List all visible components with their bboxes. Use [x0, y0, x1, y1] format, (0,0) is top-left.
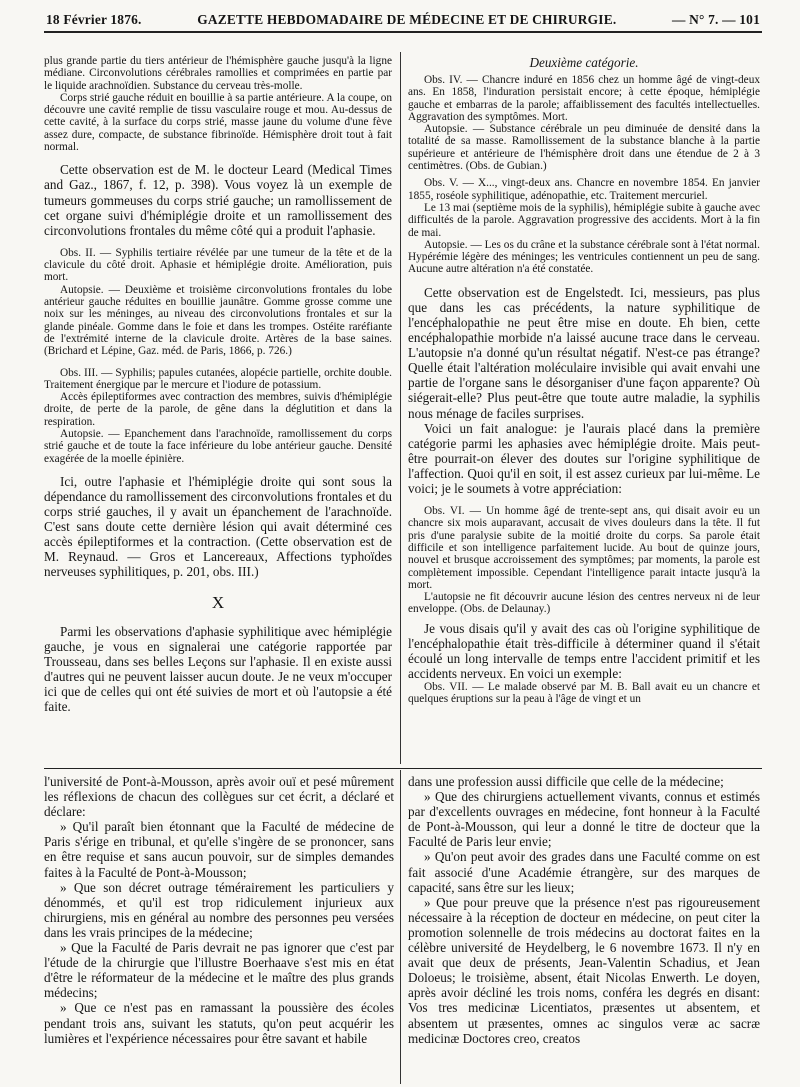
paragraph: » Que son décret outrage témérairement les particuliers y dénommés, et qu'il est trop ridiculement injurieux aux chirurgiens, mis en général au nombre des personnes peu versées dans les vrais principes de la médecine; [44, 879, 394, 940]
header-journal-title: GAZETTE HEBDOMADAIRE DE MÉDECINE ET DE CHIRURGIE. [197, 12, 617, 27]
paragraph: » Qu'il paraît bien étonnant que la Faculté de médecine de Paris s'érige en tribunal, et qu'elle s'ingère de se prononcer, sans en être requise et sans aucun pouvoir, sur de simples demandes faites à la Faculté de Pont-à-Mousson; [44, 819, 394, 880]
header-date: 18 Février 1876. [46, 12, 142, 27]
observation-5: Obs. V. — X..., vingt-deux ans. Chancre en novembre 1854. En janvier 1855, roséole syphilitique, adénopathie, etc. Traitement mercuriel. [408, 177, 760, 202]
column-separator-top [400, 52, 401, 764]
paragraph: » Que pour preuve que la présence n'est pas rigoureusement nécessaire à la réception de docteur en médecine, on peut citer la promotion solennelle de trois médecins au doctorat faites en la célèbre université de Heydelberg, le 6 novembre 1673. Il n'y en avait que deux de présents, Jean-Valentin Schadius, et Jean Doloeus; le troisième, absent, était Nicolas Enwerth. Le doyen, après avoir décliné les trois noms, conféra les degrés en disant: Vos tres medicinæ Licentiatos, præsentes ut absentem, et absentem ut præsentes, omnes ac singulos veræ ac sacræ medicinæ Doctores creo, creatos [408, 894, 760, 1046]
paragraph: dans une profession aussi difficile que celle de la médecine; [408, 774, 724, 789]
paragraph: plus grande partie du tiers antérieur de l'hémisphère gauche jusqu'à la ligne médiane. Circonvolutions cérébrales ramollies et comprimées en partie par le liquide arachnoïdien. Substance du cerveau très-molle. [44, 55, 392, 92]
paragraph: Corps strié gauche réduit en bouillie à sa partie antérieure. A la coupe, on découvre une cavité remplie de tissu vasculaire rouge et mou. Au-dessus de cette cavité, à la surface du corps strié, masse jaune du volume d'une fève assez dure, compacte, de substance fibrinoïde. Hémisphère droit tout à fait normal. [44, 91, 392, 154]
observation-6-autopsy: L'autopsie ne fit découvrir aucune lésion des centres nerveux ni de leur enveloppe. (Obs. de Delaunay.) [408, 591, 760, 616]
observation-2-autopsy: Autopsie. — Deuxième et troisième circonvolutions frontales du lobe antérieur gauche réduites en bouillie jaunâtre. Gomme grosse comme une noix sur les méninges, au niveau des circonvolutions frontales et sur la glande pinéale. Gomme dans le foie et dans les trompes. Ostéite raréfiante de l'extrémité interne de la clavicule droite. Artères de la base saines. (Brichard et Lépine, Gaz. méd. de Paris, 1866, p. 726.) [44, 283, 392, 358]
observation-4: Obs. IV. — Chancre induré en 1856 chez un homme âgé de vingt-deux ans. En 1858, l'induration persistait encore; à cette époque, hémiplégie gauche et embarras de la parole; affaiblissement des facultés intellectuelles. Aggravation des symptômes. Mort. [408, 74, 760, 123]
paragraph: l'université de Pont-à-Mousson, après avoir ouï et pesé mûrement les réflexions de chacun des collègues sur cet écrit, a déclaré et déclare: [44, 774, 394, 820]
column-separator-bottom [400, 770, 401, 1084]
category-heading: Deuxième catégorie. [529, 55, 639, 70]
section-heading: X [211, 592, 225, 612]
observation-7: Obs. VII. — Le malade observé par M. B. Ball avait eu un chancre et quelques éruptions sur la peau à l'âge de vingt et un [408, 681, 760, 706]
paragraph: Cette observation est de M. le docteur Leard (Medical Times and Gaz., 1867, f. 12, p. 398). Vous voyez là un exemple de tumeurs gommeuses du corps strié gauche; un ramollissement de cet organe suivi d'hémiplégie droite et un ramollissement des circonvolutions frontales du même côté qui a produit l'aphasie. [44, 162, 392, 238]
paragraph: Voici un fait analogue: je l'aurais placé dans la première catégorie parmi les aphasies avec hémiplégie droite. Mais peut-être pourrait-on élever des doutes sur l'origine syphilitique de l'affection. Quoi qu'il en soit, il est assez curieux par lui-même. Le voici; je le soumets à votre appréciation: [408, 420, 760, 496]
paragraph: » Que des chirurgiens actuellement vivants, connus et estimés par d'excellents ouvrages en médecine, font honneur à la Faculté de Pont-à-Mousson, qui leur a donné le titre de docteur que la Faculté de Paris leur envie; [408, 789, 760, 850]
observation-3-details: Accès épileptiformes avec contraction des membres, suivis d'hémiplégie droite, de perte de la parole, de gêne dans la déglutition et dans la respiration. [44, 391, 392, 428]
header-issue-page: — N° 7. — 101 [672, 12, 760, 27]
paragraph: Ici, outre l'aphasie et l'hémiplégie droite qui sont sous la dépendance du ramollissement des circonvolutions frontales et du corps strié gauches, il y avait un épanchement de l'arachnoïde. C'est sans doute cette dernière lésion qui avait déterminé ces accès épileptiformes et la contraction. (Cette observation est de M. Reynaud. — Gros et Lancereaux, Affections typhoïdes nerveuses syphilitiques, p. 201, obs. III.) [44, 473, 392, 580]
paragraph: Je vous disais qu'il y avait des cas où l'origine syphilitique de l'encéphalopathie était très-difficile à déterminer quand il s'était écoulé un long intervalle de temps entre l'accident primitif et les accidents nerveux. En voici un exemple: [408, 620, 760, 682]
running-header [46, 6, 760, 28]
observation-4-autopsy: Autopsie. — Substance cérébrale un peu diminuée de densité dans la totalité de sa masse. Ramollissement de la substance blanche à la partie supérieure et antérieure de l'hémisphère droit dans une étendue de 2 à 3 centimètres. (Obs. de Gubian.) [408, 123, 760, 173]
column-top-left [44, 55, 392, 765]
paragraph: » Qu'on peut avoir des grades dans une Faculté comme on est fait associé d'une Académie étrangère, sur des marques de capacité, sans être sur les lieux; [408, 849, 760, 895]
column-bottom-right [408, 774, 760, 1084]
observation-5-autopsy: Autopsie. — Les os du crâne et la substance cérébrale sont à l'état normal. Hypérémie légère des méninges; les ventricules contiennent un peu de sang. Aucune autre altération n'a été constatée. [408, 238, 760, 276]
observation-3-autopsy: Autopsie. — Epanchement dans l'arachnoïde, ramollissement du corps strié gauche et de toute la face inférieure du lobe antérieur gauche. Densité exagérée de la moelle épinière. [44, 428, 392, 465]
column-bottom-left [44, 774, 394, 1084]
paragraph: » Que ce n'est pas en ramassant la poussière des écoles pendant trois ans, suivant les statuts, qu'on peut acquérir les lumières et l'expérience nécessaires pour être savant et habile [44, 1000, 394, 1046]
observation-6: Obs. VI. — Un homme âgé de trente-sept ans, qui disait avoir eu un chancre six mois auparavant, accusait de vives douleurs dans la tête. Il fut pris d'une paralysie subite de la moitié droite du corps. Sa parole était difficile et son intelligence parfaitement lucide. Au bout de quinze jours, nouvel et brusque accroissement des symptômes; par moments, la parole est complètement impossible. Cependant l'intelligence parait intacte jusqu'à la mort. [408, 505, 760, 591]
paragraph: Parmi les observations d'aphasie syphilitique avec hémiplégie gauche, je vous en signalerai une catégorie rapportée par Trousseau, dans ses belles Leçons sur l'aphasie. Il en existe aussi d'autres qui ne peuvent laisser aucun doute. Je ne veux m'occuper ici que de celles qui ont été suivies de mort et où l'autopsie a été faite. [44, 623, 392, 715]
observation-5-details: Le 13 mai (septième mois de la syphilis), hémiplégie subite à gauche avec difficultés de la parole. Aggravation progressive des accidents. Mort à la fin de mai. [408, 201, 760, 239]
observation-3: Obs. III. — Syphilis; papules cutanées, alopécie partielle, orchite double. Traitement énergique par le mercure et l'iodure de potassium. [44, 366, 392, 391]
feuilleton-rule [44, 768, 762, 769]
header-rule [44, 31, 762, 33]
observation-2: Obs. II. — Syphilis tertiaire révélée par une tumeur de la tête et de la clavicule du côté droit. Aphasie et hémiplégie droite. Amélioration, puis mort. [44, 246, 392, 284]
paragraph: Cette observation est de Engelstedt. Ici, messieurs, pas plus que dans les cas précédents, la nature syphilitique de l'encéphalopathie ne peut être mise en doute. Eh bien, cette encéphalopathie morbide n'a laissé aucune trace dans le cerveau. L'autopsie n'a donné qu'un résultat négatif. N'est-ce pas étrange? Quelle était l'altération moléculaire invisible qui avait envahi une partie de l'organe sans le désorganiser d'une façon apparente? Où siégerait-elle? Plus peut-être que toute autre maladie, la syphilis nous ménage de faciles surprises. [408, 284, 760, 421]
column-top-right [408, 55, 760, 765]
paragraph: » Que la Faculté de Paris devrait ne pas ignorer que c'est par l'étude de la chirurgie que l'illustre Boerhaave s'est mis en état d'être le réformateur de la médecine et le maître des plus grands médecins; [44, 940, 394, 1001]
